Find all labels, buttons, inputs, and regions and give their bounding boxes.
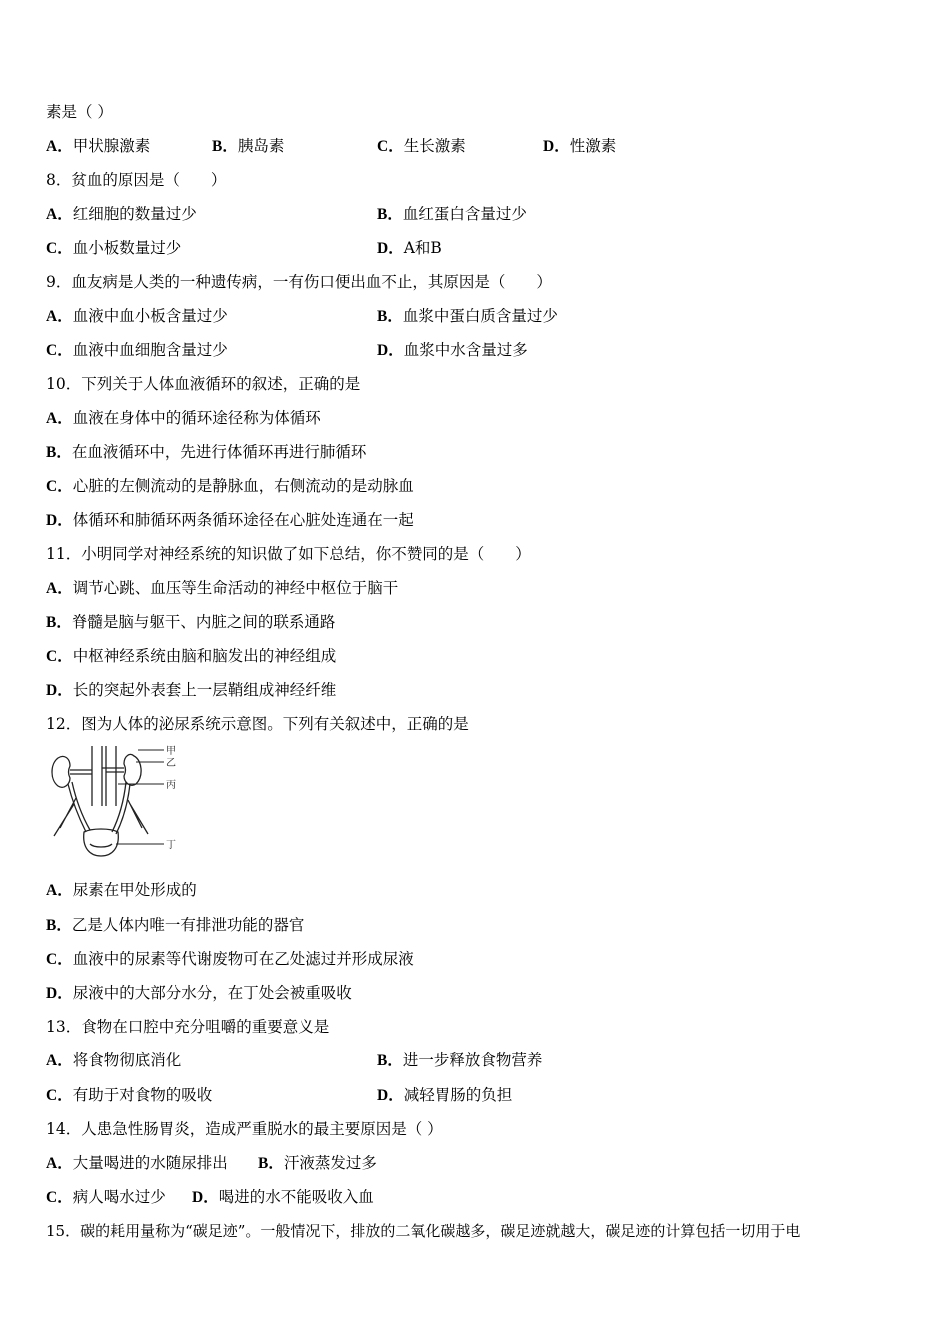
- option-text: 甲状腺激素: [72, 137, 151, 155]
- figure-label-yi: 乙: [166, 758, 176, 769]
- option-text: 在血液循环中，先进行体循环再进行肺循环: [71, 443, 367, 461]
- option-label: A．: [46, 410, 73, 427]
- right-kidney-shape: [124, 754, 141, 785]
- option-text: 体循环和肺循环两条循环途径在心脏处连通在一起: [72, 511, 414, 529]
- q7-option-b[interactable]: [212, 136, 284, 156]
- q10-option-d[interactable]: [46, 510, 414, 530]
- option-label: C．: [46, 1087, 73, 1104]
- option-label: D．: [192, 1189, 219, 1206]
- q8-stem: 8．贫血的原因是（ ）: [46, 171, 227, 189]
- option-text: 有助于对食物的吸收: [72, 1086, 213, 1104]
- option-text: 血液中血细胞含量过少: [72, 341, 228, 359]
- q13-option-c[interactable]: [46, 1085, 212, 1105]
- option-label: A．: [46, 1155, 73, 1172]
- option-text: 血液中血小板含量过少: [72, 307, 228, 325]
- option-label: A．: [46, 1052, 73, 1069]
- q11-option-c[interactable]: [46, 646, 336, 666]
- option-label: D．: [543, 138, 570, 155]
- option-text: 尿素在甲处形成的: [72, 881, 197, 899]
- option-text: 生长激素: [403, 137, 466, 155]
- q14-stem: 14．人患急性肠胃炎，造成严重脱水的最主要原因是（ ）: [46, 1120, 443, 1138]
- q10-stem: 10．下列关于人体血液循环的叙述，正确的是: [46, 375, 361, 393]
- q7-option-d[interactable]: [543, 136, 616, 156]
- q12-option-a[interactable]: [46, 880, 197, 900]
- option-label: D．: [46, 985, 73, 1002]
- option-text: 性激素: [569, 137, 617, 155]
- q10-option-a[interactable]: [46, 408, 321, 428]
- option-text: 尿液中的大部分水分，在丁处会被重吸收: [72, 984, 352, 1002]
- option-text: 红细胞的数量过少: [72, 205, 197, 223]
- option-label: C．: [46, 342, 73, 359]
- option-label: C．: [46, 951, 73, 968]
- right-pelvis-shape: [128, 800, 148, 834]
- option-label: D．: [377, 1087, 404, 1104]
- q9-option-d[interactable]: [377, 340, 528, 360]
- option-text: 血红蛋白含量过少: [402, 205, 527, 223]
- option-label: B．: [46, 614, 72, 631]
- q7-option-a[interactable]: [46, 136, 150, 156]
- option-text: 进一步释放食物营养: [402, 1051, 543, 1069]
- option-label: C．: [46, 240, 73, 257]
- q9-option-c[interactable]: [46, 340, 228, 360]
- option-text: 乙是人体内唯一有排泄功能的器官: [71, 916, 305, 934]
- figure-label-ding: 丁: [166, 840, 176, 851]
- option-text: 心脏的左侧流动的是静脉血，右侧流动的是动脉血: [72, 477, 414, 495]
- q13-option-d[interactable]: [377, 1085, 512, 1105]
- q10-option-c[interactable]: [46, 476, 414, 496]
- major-vessels-shape: [92, 746, 116, 806]
- option-text: 病人喝水过少: [72, 1188, 166, 1206]
- q12-stem: 12．图为人体的泌尿系统示意图。下列有关叙述中，正确的是: [46, 715, 469, 733]
- q7-option-c[interactable]: [377, 136, 466, 156]
- q13-option-b[interactable]: [377, 1050, 542, 1070]
- option-text: 大量喝进的水随尿排出: [72, 1154, 228, 1172]
- q15-stem: 15．碳的耗用量称为“碳足迹”。一般情况下，排放的二氧化碳越多，碳足迹就越大，碳足迹的计算包括一切用于电: [46, 1222, 801, 1240]
- option-label: A．: [46, 206, 73, 223]
- left-pelvis-shape: [54, 798, 76, 836]
- option-label: B．: [377, 1052, 403, 1069]
- q7-stem-tail: 素是（ ）: [46, 103, 113, 121]
- right-ureter-shape: [112, 782, 130, 834]
- q8-option-a[interactable]: [46, 204, 197, 224]
- option-text: 血小板数量过少: [72, 239, 182, 257]
- option-text: A和B: [403, 239, 442, 257]
- option-label: B．: [46, 444, 72, 461]
- q14-option-c[interactable]: [46, 1187, 166, 1207]
- q11-option-b[interactable]: [46, 612, 335, 632]
- option-label: B．: [212, 138, 238, 155]
- option-label: A．: [46, 138, 73, 155]
- option-text: 减轻胃肠的负担: [403, 1086, 513, 1104]
- option-label: A．: [46, 882, 73, 899]
- option-text: 脊髓是脑与躯干、内脏之间的联系通路: [71, 613, 336, 631]
- q12-option-c[interactable]: [46, 949, 414, 969]
- option-label: D．: [377, 342, 404, 359]
- q10-option-b[interactable]: [46, 442, 366, 462]
- q9-stem: 9．血友病是人类的一种遗传病，一有伤口便出血不止，其原因是（ ）: [46, 273, 552, 291]
- option-label: D．: [46, 682, 73, 699]
- option-label: D．: [377, 240, 404, 257]
- q8-option-c[interactable]: [46, 238, 181, 258]
- q11-option-a[interactable]: [46, 578, 398, 598]
- urinary-system-figure: [46, 744, 186, 862]
- option-label: C．: [46, 478, 73, 495]
- option-label: B．: [258, 1155, 284, 1172]
- q9-option-b[interactable]: [377, 306, 558, 326]
- option-text: 喝进的水不能吸收入血: [218, 1188, 374, 1206]
- q8-option-d[interactable]: [377, 238, 442, 258]
- figure-label-jia: 甲: [166, 746, 176, 757]
- bladder-shape: [84, 829, 119, 856]
- q14-option-a[interactable]: [46, 1153, 228, 1173]
- option-text: 中枢神经系统由脑和脑发出的神经组成: [72, 647, 337, 665]
- option-label: A．: [46, 308, 73, 325]
- left-kidney-shape: [52, 756, 70, 787]
- option-text: 血浆中水含量过多: [403, 341, 528, 359]
- option-label: D．: [46, 512, 73, 529]
- option-text: 血液在身体中的循环途径称为体循环: [72, 409, 321, 427]
- option-text: 长的突起外表套上一层鞘组成神经纤维: [72, 681, 337, 699]
- q12-option-d[interactable]: [46, 983, 352, 1003]
- q11-option-d[interactable]: [46, 680, 336, 700]
- q11-stem: 11．小明同学对神经系统的知识做了如下总结，你不赞同的是（ ）: [46, 545, 531, 563]
- option-text: 调节心跳、血压等生命活动的神经中枢位于脑干: [72, 579, 399, 597]
- figure-label-bing: 丙: [166, 780, 176, 791]
- option-text: 血浆中蛋白质含量过少: [402, 307, 558, 325]
- option-text: 汗液蒸发过多: [283, 1154, 377, 1172]
- q8-option-b[interactable]: [377, 204, 527, 224]
- option-label: A．: [46, 580, 73, 597]
- option-text: 胰岛素: [237, 137, 285, 155]
- option-label: B．: [377, 206, 403, 223]
- q13-stem: 13．食物在口腔中充分咀嚼的重要意义是: [46, 1018, 330, 1036]
- option-text: 将食物彻底消化: [72, 1051, 182, 1069]
- option-label: B．: [377, 308, 403, 325]
- option-label: C．: [46, 1189, 73, 1206]
- q14-option-d[interactable]: [192, 1187, 374, 1207]
- q12-option-b[interactable]: [46, 915, 304, 935]
- option-label: B．: [46, 917, 72, 934]
- q9-option-a[interactable]: [46, 306, 228, 326]
- option-text: 血液中的尿素等代谢废物可在乙处滤过并形成尿液: [72, 950, 414, 968]
- bladder-fold-shape: [90, 844, 112, 847]
- q14-option-b[interactable]: [258, 1153, 377, 1173]
- option-label: C．: [46, 648, 73, 665]
- q13-option-a[interactable]: [46, 1050, 181, 1070]
- option-label: C．: [377, 138, 404, 155]
